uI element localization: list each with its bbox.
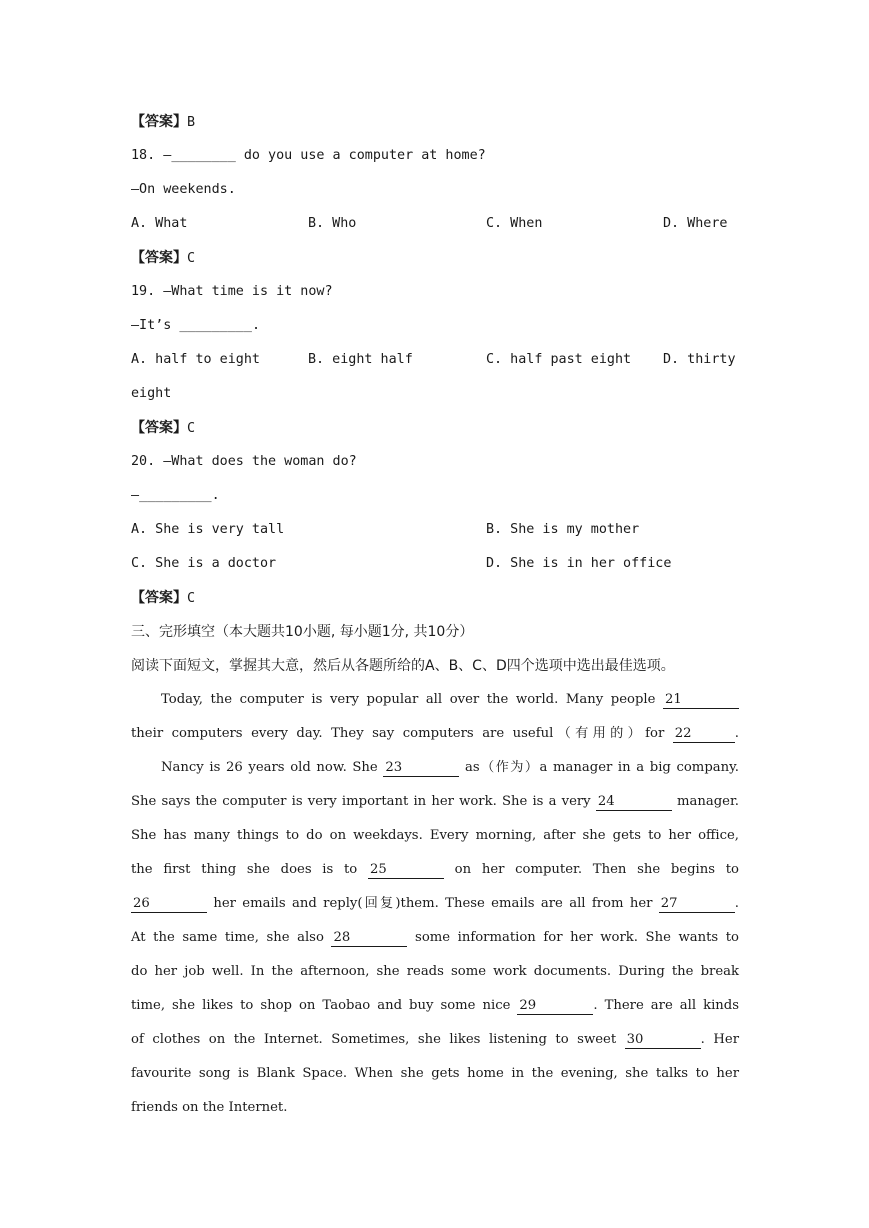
passage-text: time, she likes to shop on Taobao and buy some nice (131, 998, 518, 1013)
question-number: 18. (131, 148, 156, 163)
q19-options (131, 343, 739, 377)
q19-stem (131, 275, 739, 309)
passage-text: the first thing she does is to (131, 862, 368, 877)
blank-30: 30 (625, 1032, 701, 1049)
blank-29: 29 (517, 998, 593, 1015)
passage-text: At the same time, she also (131, 930, 332, 945)
option-b: B. She is my mother (486, 522, 640, 537)
option-d: D. Where (663, 216, 728, 231)
option-a: A. half to eight (131, 352, 260, 367)
answer-value: C (187, 251, 196, 266)
passage-line-11 (131, 1023, 739, 1057)
passage-line-2 (131, 717, 739, 751)
passage-line-5: She has many things to do on weekdays. Every morning, after she gets to her office, (131, 828, 739, 843)
passage-text: . Her (700, 1032, 739, 1047)
blank-22: 22 (673, 726, 735, 743)
q18-reply: —On weekends. (131, 182, 236, 197)
stem-text: —What time is it now? (163, 284, 333, 299)
option-b: B. eight half (308, 352, 413, 367)
passage-line-9: do her job well. In the afternoon, she reads some work documents. During the break (131, 964, 739, 979)
option-a: A. She is very tall (131, 522, 285, 537)
passage-text: manager. (671, 794, 739, 809)
document-page (131, 105, 739, 1125)
reply-blank: _________ (179, 318, 252, 333)
passage-line-3 (131, 751, 739, 785)
stem-text: —What does the woman do? (163, 454, 357, 469)
reply-text: —It’s (131, 318, 180, 333)
option-c: C. When (486, 216, 543, 231)
passage-text: on her computer. Then she begins to (443, 862, 739, 877)
q20-options-row1 (131, 513, 739, 547)
passage-text: some information for her work. She wants to (407, 930, 739, 945)
answer-tag: 【答案】 (131, 590, 187, 606)
passage-line-6 (131, 853, 739, 887)
answer-value: C (187, 591, 196, 606)
passage-line-8 (131, 921, 739, 955)
blank-28: 28 (331, 930, 407, 947)
q20-stem (131, 445, 739, 479)
passage-text: Today, the computer is very popular all over the world. Many people (161, 692, 663, 707)
q20-reply (131, 479, 739, 513)
passage-text: . (734, 726, 739, 741)
blank-24: 24 (596, 794, 672, 811)
reply-end: . (211, 488, 220, 503)
q18-options (131, 207, 739, 241)
answer-tag: 【答案】 (131, 250, 187, 266)
blank-21: 21 (663, 692, 739, 709)
passage-text: as（作为）a manager in a big company. (459, 760, 740, 775)
passage-line-1 (131, 683, 739, 717)
passage-line-4 (131, 785, 739, 819)
answer-tag: 【答案】 (131, 420, 187, 436)
blank-26: 26 (131, 896, 207, 913)
section-instruction: 阅读下面短文，掌握其大意，然后从各题所给的A、B、C、D四个选项中选出最佳选项。 (131, 658, 675, 674)
stem-blank: ________ (171, 148, 236, 163)
answer-tag: 【答案】 (131, 114, 187, 130)
passage-line-13: friends on the Internet. (131, 1100, 288, 1115)
option-c: C. She is a doctor (131, 556, 277, 571)
passage-text: . There are all kinds (593, 998, 739, 1013)
q18-stem (131, 139, 739, 173)
passage-text: of clothes on the Internet. Sometimes, she likes listening to sweet (131, 1032, 625, 1047)
q19-reply (131, 309, 739, 343)
passage-text: . (734, 896, 739, 911)
blank-23: 23 (383, 760, 459, 777)
passage-text: She says the computer is very important in her work. She is a very (131, 794, 596, 809)
option-b: B. Who (308, 216, 357, 231)
stem-text: do you use a computer at home? (235, 148, 486, 163)
passage-line-10 (131, 989, 739, 1023)
stem-dash: — (163, 148, 172, 163)
answer-value: B (187, 115, 196, 130)
blank-27: 27 (659, 896, 735, 913)
q18-answer (131, 241, 739, 275)
blank-25: 25 (368, 862, 444, 879)
passage-text: Nancy is 26 years old now. She (161, 760, 384, 775)
passage-line-12: favourite song is Blank Space. When she gets home in the evening, she talks to her (131, 1066, 739, 1081)
q20-options-row2 (131, 547, 739, 581)
q19-option-wrap: eight (131, 386, 172, 401)
passage-text: her emails and reply(回复)them. These emails are all from her (207, 896, 659, 911)
option-d: D. thirty (663, 352, 736, 367)
q19-answer (131, 411, 739, 445)
reply-text: — (131, 488, 140, 503)
option-c: C. half past eight (486, 352, 632, 367)
option-d: D. She is in her office (486, 556, 672, 571)
q20-answer (131, 581, 739, 615)
reply-end: . (251, 318, 260, 333)
passage-text: their computers every day. They say computers are useful（有用的）for (131, 726, 673, 741)
reply-blank: _________ (139, 488, 212, 503)
passage-line-7 (131, 887, 739, 921)
q17-answer (131, 105, 739, 139)
question-number: 19. (131, 284, 156, 299)
question-number: 20. (131, 454, 156, 469)
answer-value: C (187, 421, 196, 436)
option-a: A. What (131, 216, 188, 231)
section-title: 三、完形填空（本大题共10小题, 每小题1分, 共10分） (131, 624, 474, 640)
